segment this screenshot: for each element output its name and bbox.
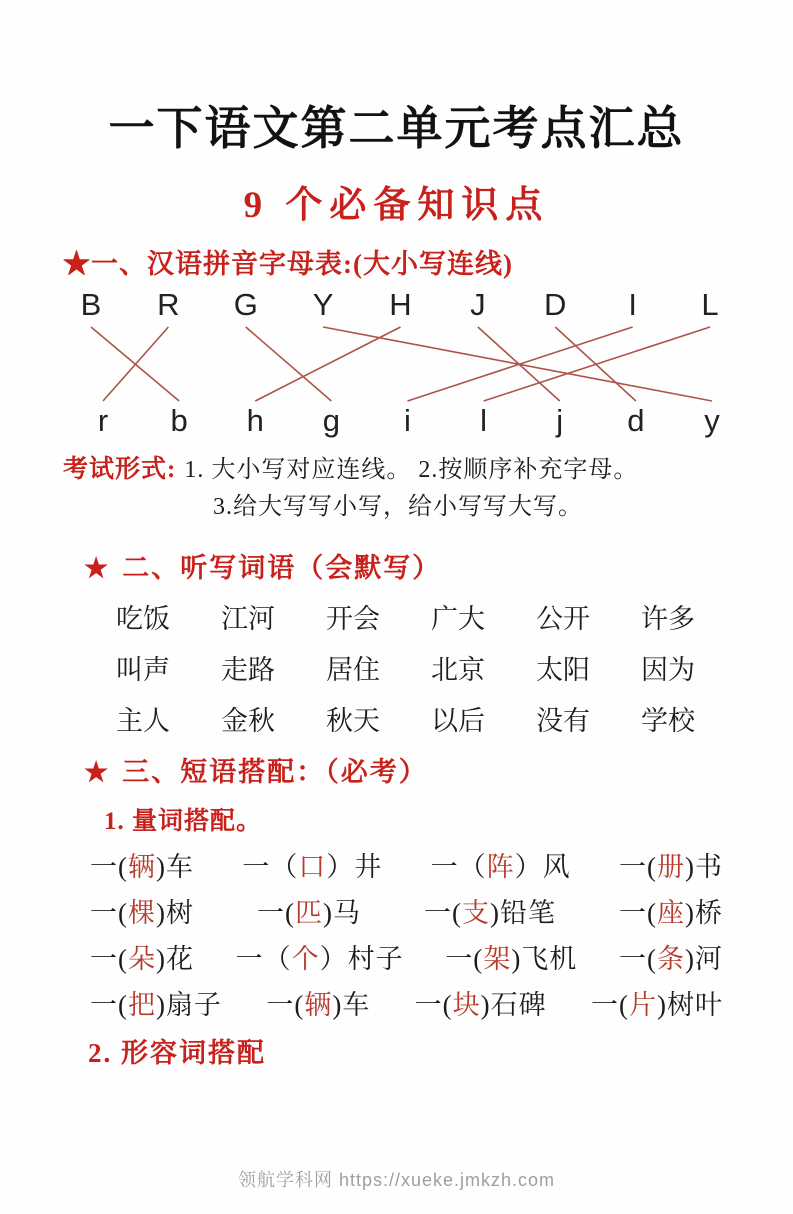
footer-watermark: 领航学科网 https://xueke.jmkzh.com xyxy=(237,1170,556,1190)
page-subtitle: 9 个必备知识点 xyxy=(243,185,550,226)
page-title: 一下语文第二单元考点汇总 xyxy=(108,103,685,154)
lowercase-letter: i xyxy=(404,403,411,438)
measure-pre: 一( xyxy=(257,898,295,928)
measure-post: )桥 xyxy=(685,898,723,928)
connector-lines xyxy=(40,325,753,403)
word-item: 走路 xyxy=(221,655,275,685)
word-item: 江河 xyxy=(221,604,275,634)
lowercase-letter: h xyxy=(246,403,264,438)
measure-word: 支 xyxy=(462,898,490,928)
measure-pre: 一( xyxy=(445,944,484,974)
word-item: 居住 xyxy=(326,655,380,685)
measure-post: ）村子 xyxy=(319,944,404,974)
measure-item xyxy=(424,891,556,929)
pinyin-matching-exercise xyxy=(0,287,793,443)
measure-item xyxy=(266,983,370,1021)
lowercase-letter: l xyxy=(480,403,488,438)
measure-word: 朵 xyxy=(128,944,156,974)
measure-row xyxy=(90,845,723,883)
measure-item xyxy=(236,937,404,975)
word-item: 主人 xyxy=(116,706,170,736)
measure-post: )河 xyxy=(684,944,723,974)
uppercase-letter: D xyxy=(544,287,567,322)
measure-word: 册 xyxy=(656,852,685,882)
uppercase-letter: I xyxy=(628,287,637,322)
measure-pre: 一( xyxy=(424,898,462,928)
lowercase-letter: y xyxy=(704,403,720,438)
measure-item xyxy=(431,845,571,883)
measure-pre: 一( xyxy=(90,944,128,974)
measure-word-grid xyxy=(90,845,723,1021)
lowercase-letter: d xyxy=(627,403,645,438)
measure-pre: 一( xyxy=(618,944,657,974)
section-2-heading-text: 二、听写词语（会默写） xyxy=(122,553,442,583)
measure-word: 棵 xyxy=(128,898,156,928)
exam-format-line1-wrap xyxy=(63,451,793,489)
measure-word: 座 xyxy=(657,898,685,928)
match-line-G-g xyxy=(246,327,332,401)
measure-post: )车 xyxy=(156,852,194,882)
section-3-heading-text: 三、短语搭配：（必考） xyxy=(122,757,428,787)
measure-pre: 一( xyxy=(619,898,657,928)
word-item: 以后 xyxy=(431,706,485,736)
lowercase-letter: j xyxy=(556,403,564,438)
measure-word: 辆 xyxy=(128,852,156,882)
word-item: 广大 xyxy=(431,604,485,634)
word-item: 没有 xyxy=(536,706,590,736)
measure-post: )花 xyxy=(156,944,194,974)
uppercase-letter: Y xyxy=(312,287,334,322)
word-item: 叫声 xyxy=(116,655,170,685)
measure-item xyxy=(90,937,194,975)
measure-pre: 一( xyxy=(414,990,453,1020)
exam-format-line2: 3.给大写写小写，给小写写大写。 xyxy=(213,494,583,520)
measure-post: )飞机 xyxy=(511,944,578,974)
measure-item xyxy=(90,983,222,1021)
uppercase-letter: L xyxy=(701,287,719,322)
measure-word: 个 xyxy=(291,944,320,974)
star-icon: ★ xyxy=(63,249,91,279)
measure-item xyxy=(445,937,577,975)
section-1-heading-text: 一、汉语拼音字母表:(大小写连线) xyxy=(91,249,513,279)
word-item: 金秋 xyxy=(221,706,275,736)
word-item: 学校 xyxy=(641,706,695,736)
measure-word: 片 xyxy=(628,990,657,1020)
word-item: 吃饭 xyxy=(116,604,170,634)
connector-lines-area xyxy=(40,325,753,403)
measure-pre: 一( xyxy=(90,852,128,882)
measure-item xyxy=(90,891,194,929)
measure-word: 辆 xyxy=(304,990,333,1020)
measure-post: ）风 xyxy=(514,852,571,882)
measure-item xyxy=(619,891,723,929)
match-line-H-h xyxy=(255,327,400,401)
uppercase-row xyxy=(78,287,723,325)
measure-pre: 一( xyxy=(266,990,305,1020)
uppercase-letter: G xyxy=(233,287,258,322)
word-row xyxy=(116,597,695,633)
lowercase-letter: b xyxy=(170,403,188,438)
measure-word-subheading: 1. 量词搭配。 xyxy=(104,808,263,835)
word-item: 许多 xyxy=(641,604,695,634)
word-row xyxy=(116,699,695,735)
match-line-R-r xyxy=(103,327,168,401)
exam-format-line1: 1. 大小写对应连线。 2.按顺序补充字母。 xyxy=(184,457,639,483)
measure-pre: 一（ xyxy=(430,852,487,882)
measure-row xyxy=(90,891,723,929)
measure-post: )石碑 xyxy=(480,990,547,1020)
measure-item xyxy=(591,983,723,1021)
measure-row xyxy=(90,983,723,1021)
word-row xyxy=(116,648,695,684)
lowercase-letter: r xyxy=(97,403,109,438)
lowercase-row xyxy=(90,403,725,443)
measure-item xyxy=(415,983,547,1021)
measure-item xyxy=(257,891,361,929)
measure-word: 块 xyxy=(452,990,481,1020)
lowercase-letter: g xyxy=(322,403,340,438)
word-item: 北京 xyxy=(431,655,485,685)
measure-word: 条 xyxy=(656,944,685,974)
measure-post: )书 xyxy=(684,852,723,882)
measure-pre: 一( xyxy=(90,990,128,1020)
measure-pre: 一（ xyxy=(235,944,292,974)
measure-post: )树 xyxy=(156,898,194,928)
measure-post: )铅笔 xyxy=(490,898,556,928)
measure-word: 阵 xyxy=(486,852,515,882)
exam-format-block xyxy=(63,451,793,526)
measure-word: 匹 xyxy=(295,898,323,928)
adjective-subheading: 2. 形容词搭配 xyxy=(88,1038,266,1068)
exam-format-label: 考试形式: xyxy=(63,456,177,483)
measure-word: 架 xyxy=(483,944,512,974)
section-3-heading xyxy=(84,750,793,789)
measure-item xyxy=(619,937,723,975)
measure-pre: 一（ xyxy=(242,852,299,882)
word-item: 太阳 xyxy=(536,655,590,685)
word-item: 因为 xyxy=(641,655,695,685)
measure-pre: 一( xyxy=(590,990,629,1020)
uppercase-letter: H xyxy=(389,287,412,322)
uppercase-letter: R xyxy=(157,287,180,322)
word-item: 秋天 xyxy=(326,706,380,736)
uppercase-letter: B xyxy=(80,287,102,322)
measure-word: 口 xyxy=(298,852,327,882)
section-2-heading xyxy=(84,546,793,585)
measure-post: )车 xyxy=(332,990,371,1020)
measure-item xyxy=(242,845,382,883)
section-1-heading xyxy=(63,242,793,281)
measure-post: )马 xyxy=(323,898,361,928)
uppercase-letter: J xyxy=(470,287,486,322)
measure-pre: 一( xyxy=(90,898,128,928)
measure-word: 把 xyxy=(128,990,156,1020)
measure-row xyxy=(90,937,723,975)
measure-item xyxy=(90,845,194,883)
measure-item xyxy=(619,845,723,883)
measure-post: ）井 xyxy=(326,852,383,882)
dictation-words-grid xyxy=(116,597,695,735)
measure-pre: 一( xyxy=(618,852,657,882)
measure-post: )扇子 xyxy=(156,990,222,1020)
word-item: 开会 xyxy=(326,604,380,634)
star-icon: ★ xyxy=(84,553,111,583)
star-icon: ★ xyxy=(84,757,111,787)
word-item: 公开 xyxy=(536,604,590,634)
measure-post: )树叶 xyxy=(656,990,723,1020)
